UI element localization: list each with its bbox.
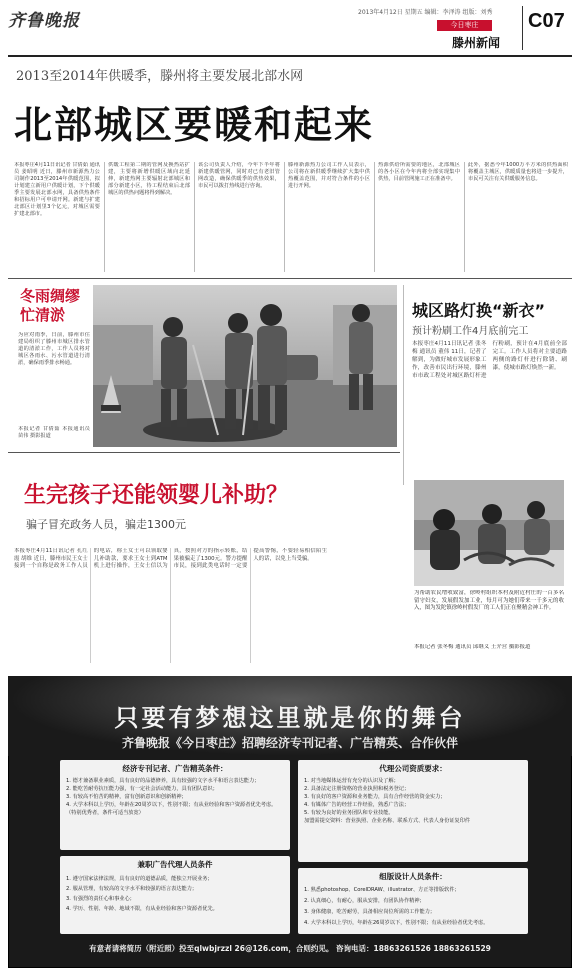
workers-photo — [93, 285, 397, 447]
brief1-title-1: 冬雨绸缪 — [20, 287, 81, 305]
ad-box-agency-title: 代理公司资质要求： — [379, 764, 447, 773]
story3-subhead: 骗子冒充政务人员，骗走1300元 — [26, 518, 186, 531]
story1-headline: 北部城区要暖和起来 — [14, 103, 375, 147]
ad-box-parttime-list — [66, 874, 286, 914]
ad-headline: 只要有梦想这里就是你的舞台 — [114, 704, 466, 732]
top-rule — [8, 55, 572, 57]
story1-col-4: 滕州新源热力公司工作人员表示，公司将在新供暖季继续扩大集中供热覆盖范围，并对符合条件的小区进行开网。 — [284, 162, 370, 272]
wig-photo-caption: 为帮助农民增收致富，徐岭村组织本村及附近村庄的一百多名留守妇女，发展假发加工业，每月可为她们带来一千多元的收入，图为发陀镇徐岭村假发厂的工人们正在聚精会神工作。 — [414, 590, 564, 611]
list-item: 加盟需提交资料：营业执照、企业名称、联系方式、代表人身份证复印件 — [304, 818, 471, 824]
ad-box-reporters-list — [66, 777, 286, 817]
page-number: C07 — [528, 10, 565, 32]
list-item: 4. 有媒体广告的经营工作经验，熟悉广告法； — [304, 802, 410, 808]
story2-headline: 城区路灯换“新衣” — [412, 301, 546, 320]
list-item: 5. 有较为良好的业务团队和专业技能。 — [304, 810, 394, 816]
story1-col-3: 该公司负责人介绍，今年下半年将新建供暖管网，同时对已有老旧管网改造，确保供暖季的供热效果，市民可以拨打热线进行咨询。 — [194, 162, 280, 272]
issue-info: 2013年4月12日 星期五 编辑：李泽涛 组版：刘秀 — [358, 9, 493, 16]
ad-box-reporters-title: 经济专刊记者、广告精英条件： — [122, 764, 228, 773]
story2-subhead: 预计粉刷工作4月底前完工 — [412, 326, 529, 337]
ad-box-designer-list — [304, 885, 524, 929]
list-item: 4. 学历、性别、年龄、地域不限，有从业经验和客户资源者优先。 — [66, 906, 218, 912]
ad-subheadline: 齐鲁晚报《今日枣庄》招聘经济专刊记者、广告精英、合作伙伴 — [121, 736, 458, 750]
list-item: 1. 熟悉photoshop、CorelDRAW、illustrator、方正等排版软件； — [304, 887, 460, 893]
story2-body: 本报枣庄4月11日讯记者 张冬梅 通讯员 董伟 11日，记者了解到，为做好城市发展形象工作，改善市民出行环境，滕州市市政工程处对城区路灯杆进行粉刷，预计在4月底前全部完工。工作人员将对主要道路两侧的路灯杆进行除锈、刷漆，使城市路灯焕然一新。 — [412, 341, 567, 379]
ad-box-agency-list — [304, 777, 524, 825]
list-item: 2. 能吃苦耐劳抗压能力强，有一定社会活动能力，具有团队意识； — [66, 786, 218, 792]
list-item: 3. 有强烈的责任心和事业心； — [66, 896, 135, 902]
story1-col-6: 此外，据悉今年1000万平方米的供热面积将覆盖主城区，供暖质量也将进一步提升，市民可关注有关供暖服务信息。 — [464, 162, 568, 272]
story1-col-1: 本报枣庄4月11日讯记者 甘倩茹 通讯员 姜昭明 近日，滕州市新源热力公司制作2013至2014年供暖范围，拟计划建立新用户供暖计划，下个供暖季主要发展北部水网，具备供热条件和招标用户可申请开网。新建与扩建北部区计划里3个亿元，对城区需要扩建北部市。 — [14, 162, 100, 217]
list-item: 2. 服从管理，有较高的文字水平和较强的语言表达能力； — [66, 886, 198, 892]
ad-box-parttime-title: 兼职广告代理人员条件 — [137, 860, 213, 869]
list-item: 1. 德才兼备职业素质，具有良好的品德修养，具有较强的文字水平和语言表达能力； — [66, 778, 260, 784]
list-item: 4. 大学本科以上学历，年龄在20周岁以下，性别不限；有从业经验和客户资源者优先考虑。 — [66, 802, 277, 808]
workers-photo-image — [93, 285, 397, 447]
list-item: 1. 对当地媒体运营有充分的认识及了解； — [304, 778, 399, 784]
story1-col-5: 热源供给所需要的地区，北部城区的各小区在今年内将全部实现集中供热，目前管网施工正在准备中。 — [374, 162, 460, 272]
brief1-body: 为应对雨季，日前，滕州市住建局组织了滕州市城区排水管道的清淤工作，工作人员将对城区各雨水、污水管道进行清淤，确保雨季排水畅通。 — [18, 332, 90, 366]
story1-kicker: 2013至2014年供暖季，滕州将主要发展北部水网 — [16, 69, 304, 84]
section-rule-1 — [8, 278, 572, 279]
brief1-title-2: 忙清淤 — [20, 306, 66, 324]
list-item: （特别优秀者，条件可适当放宽） — [66, 810, 144, 816]
section-tag: 今日枣庄 — [437, 20, 492, 31]
list-item: 3. 有良好的客户资源和业务能力，具有合作经营的资金实力； — [304, 794, 446, 800]
list-item: 4. 大学本科以上学历，年龄在26周岁以下，性别不限；有从业经验者优先考虑。 — [304, 920, 489, 926]
section-title: 滕州新闻 — [452, 36, 501, 50]
list-item: 3. 有较高不怕苦的精神，富有创新意识和创新精神； — [66, 794, 187, 800]
wig-factory-photo — [414, 480, 564, 586]
section-rule-2 — [8, 452, 400, 453]
wig-photo-credit: 本报记者 张冬梅 通讯员 邱继义 王介营 摄影报道 — [414, 644, 531, 650]
list-item: 1. 遵守国家法律法规，具有良好的道德品质，能独立开展业务； — [66, 876, 213, 882]
ad-box-designer-title: 组版设计人员条件： — [379, 872, 447, 881]
brief1-credit: 本报记者 甘倩茹 本报通讯员 苗伟 摄影报道 — [18, 426, 90, 439]
wig-factory-photo-image — [414, 480, 564, 586]
list-item: 2. 认真细心，有耐心，服从安排，有团队协作精神； — [304, 898, 425, 904]
newspaper-logo: 齐鲁晚报 — [8, 11, 80, 31]
story3-body: 本报枣庄4月11日讯记者 孔红霞 胡维 近日，滕州市民王女士接到一个自称是政务工作人员的电话，称王女士可以领取婴儿补助款，要求王女士到ATM机上进行操作，王女士信以为真，按照对方的指示转账，结果被骗走了1300元。警方提醒市民，接到此类电话时一定要提高警惕，不要轻易相信陌生人的话，以免上当受骗。 — [14, 548, 328, 569]
ad-footer: 有意者请将简历（附近照）投至qlwbjrzzl 26@126.com，合则约见。 咨询电话：18863261526 18863261529 — [89, 944, 491, 953]
list-item: 3. 身体健康，吃苦耐劳，具备相应岗位所需的工作能力； — [304, 909, 436, 915]
story1-col-2: 供暖工程第二期的管网及换热站扩建，主要将新增供暖区域向北延伸，新建热网主要辐射北部城区和部分新建小区，待工程结束后北部城区的供热问题将得到解决。 — [104, 162, 190, 272]
masthead — [0, 0, 580, 50]
list-item: 2. 具备法定注册资格的营业执照和税务登记； — [304, 786, 410, 792]
story3-headline: 生完孩子还能领婴儿补助？ — [24, 483, 289, 508]
masthead-divider — [522, 6, 523, 50]
